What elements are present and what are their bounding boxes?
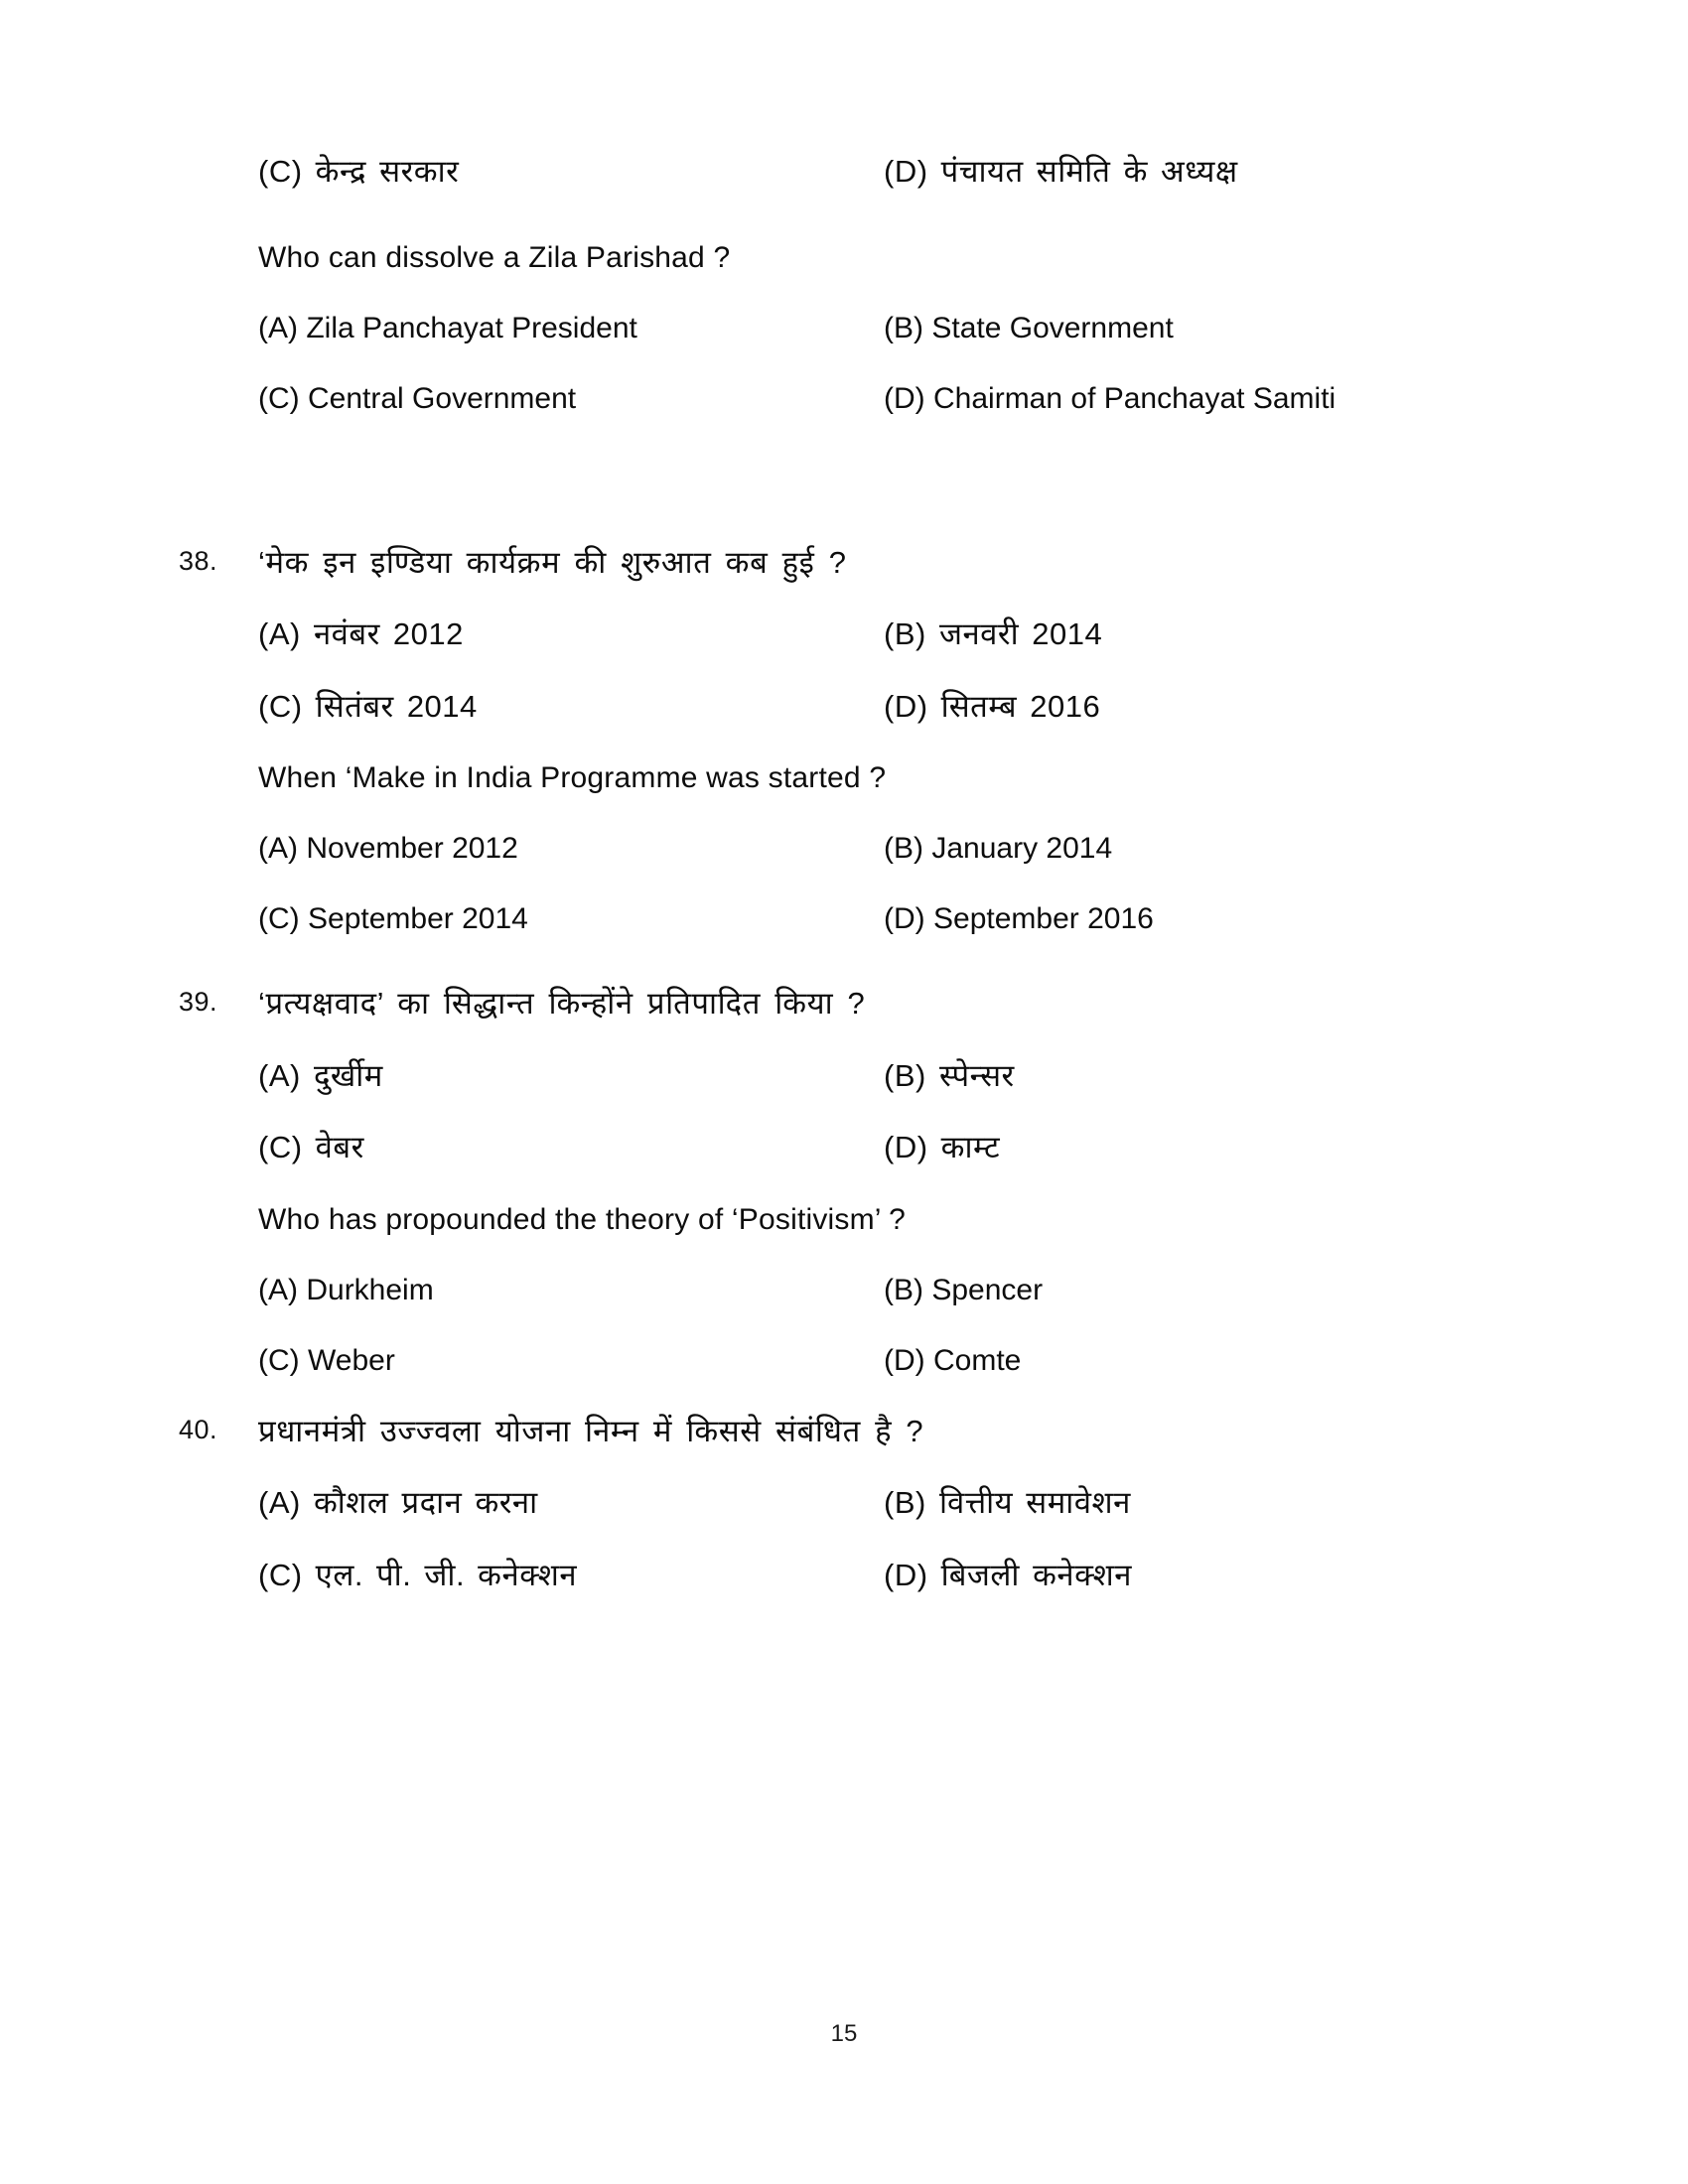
option-b[interactable] [884, 612, 1509, 658]
question-number: 39. [179, 987, 218, 1017]
spacer [179, 196, 1509, 235]
option-label: (B) [884, 616, 926, 651]
hindi-options-second-row [179, 684, 1509, 731]
question-block-continued [179, 149, 1509, 421]
option-text: काम्ट [940, 1130, 1001, 1164]
option-text: Comte [933, 1343, 1022, 1377]
option-d[interactable] [884, 1553, 1509, 1599]
option-a[interactable] [258, 612, 884, 658]
option-text: Central Government [308, 381, 577, 415]
option-text: केन्द्र सरकार [315, 154, 460, 189]
option-b[interactable] [884, 306, 1509, 350]
spacer [179, 1171, 1509, 1197]
option-text: एल. पी. जी. कनेक्शन [315, 1557, 578, 1592]
spacer [179, 280, 1509, 306]
option-d[interactable] [884, 896, 1509, 941]
hindi-options-tail [179, 149, 1509, 196]
option-text: सितम्ब 2016 [940, 688, 1101, 724]
option-a[interactable] [258, 306, 884, 350]
spacer [179, 1383, 1509, 1409]
option-c[interactable] [258, 376, 884, 421]
english-question-text: When ‘Make in India Programme was started ? [258, 761, 887, 794]
option-text: November 2012 [306, 832, 518, 865]
option-b[interactable] [884, 1053, 1509, 1100]
option-b[interactable] [884, 1480, 1509, 1527]
english-question-text: Who has propounded the theory of ‘Positivism’ ? [258, 1202, 906, 1236]
spacer [179, 871, 1509, 896]
spacer [179, 1242, 1509, 1268]
option-text: बिजली कनेक्शन [940, 1557, 1132, 1592]
option-label: (B) [884, 832, 923, 865]
option-label: (D) [884, 1343, 925, 1377]
option-a[interactable] [258, 826, 884, 871]
option-label: (D) [884, 154, 928, 189]
option-text: State Government [931, 311, 1174, 344]
spacer [179, 421, 1509, 540]
option-label: (C) [258, 1130, 303, 1164]
english-options-second-row [179, 376, 1509, 421]
option-label: (A) [258, 1057, 301, 1093]
hindi-question-row [179, 1409, 1509, 1455]
hindi-options-second-row [179, 1553, 1509, 1599]
option-label: (B) [884, 1485, 926, 1520]
option-c[interactable] [258, 1338, 884, 1383]
option-d[interactable] [884, 1125, 1509, 1171]
option-text: वित्तीय समावेशन [938, 1485, 1131, 1520]
option-text: पंचायत समिति के अध्यक्ष [940, 154, 1238, 189]
option-label: (C) [258, 381, 300, 415]
hindi-question-row [179, 540, 1509, 587]
option-text: Chairman of Panchayat Samiti [933, 381, 1336, 415]
option-text: वेबर [315, 1130, 364, 1164]
spacer [179, 658, 1509, 684]
option-label: (A) [258, 832, 298, 865]
option-label: (C) [258, 688, 303, 724]
question-number: 40. [179, 1414, 218, 1444]
spacer [179, 1099, 1509, 1125]
option-label: (A) [258, 311, 298, 344]
option-label: (A) [258, 1273, 298, 1306]
option-text: September 2016 [933, 902, 1154, 935]
option-text: Spencer [931, 1273, 1044, 1306]
option-label: (A) [258, 616, 301, 651]
question-block-38 [179, 540, 1509, 942]
option-text: Zila Panchayat President [306, 311, 637, 344]
option-text: स्पेन्सर [938, 1057, 1015, 1093]
english-options-second-row [179, 896, 1509, 941]
spacer [179, 800, 1509, 826]
english-question-row [179, 755, 1509, 800]
option-d[interactable] [884, 684, 1509, 731]
hindi-question-text: प्रधानमंत्री उज्ज्वला योजना निम्न में किससे संबंधित है ? [258, 1413, 924, 1448]
page-number: 15 [830, 2020, 858, 2047]
option-c[interactable] [258, 896, 884, 941]
option-a[interactable] [258, 1268, 884, 1312]
option-text: Durkheim [306, 1273, 434, 1306]
option-label: (D) [884, 1557, 928, 1592]
option-d[interactable] [884, 376, 1509, 421]
spacer [179, 1027, 1509, 1053]
option-b[interactable] [884, 826, 1509, 871]
spacer [179, 586, 1509, 612]
question-block-39 [179, 981, 1509, 1383]
hindi-question-row [179, 981, 1509, 1027]
hindi-question-text: ‘मेक इन इण्डिया कार्यक्रम की शुरुआत कब हुई ? [258, 544, 847, 580]
english-options [179, 306, 1509, 350]
spacer [179, 1454, 1509, 1480]
option-label: (C) [258, 1557, 303, 1592]
option-text: Weber [308, 1343, 395, 1377]
hindi-question-text: ‘प्रत्यक्षवाद’ का सिद्धान्त किन्होंने प्रतिपादित किया ? [258, 986, 866, 1021]
english-question-row [179, 235, 1509, 280]
hindi-options-second-row [179, 1125, 1509, 1171]
option-d[interactable] [884, 149, 1509, 196]
option-a[interactable] [258, 1053, 884, 1100]
option-c[interactable] [258, 149, 884, 196]
option-label: (D) [884, 688, 928, 724]
english-options-second-row [179, 1338, 1509, 1383]
option-c[interactable] [258, 684, 884, 731]
option-text: जनवरी 2014 [938, 616, 1103, 651]
hindi-options [179, 1480, 1509, 1527]
option-label: (C) [258, 902, 300, 935]
option-text: September 2014 [308, 902, 528, 935]
question-block-40 [179, 1409, 1509, 1599]
option-a[interactable] [258, 1480, 884, 1527]
option-c[interactable] [258, 1125, 884, 1171]
option-label: (D) [884, 1130, 928, 1164]
hindi-options [179, 612, 1509, 658]
option-label: (D) [884, 381, 925, 415]
option-label: (C) [258, 1343, 300, 1377]
option-label: (B) [884, 311, 923, 344]
english-options [179, 1268, 1509, 1312]
spacer [179, 350, 1509, 376]
option-label: (A) [258, 1485, 301, 1520]
english-question-row [179, 1197, 1509, 1242]
option-label: (D) [884, 902, 925, 935]
spacer [179, 1312, 1509, 1338]
option-d[interactable] [884, 1338, 1509, 1383]
english-options [179, 826, 1509, 871]
option-text: कौशल प्रदान करना [313, 1485, 538, 1520]
question-number: 38. [179, 545, 218, 576]
hindi-options [179, 1053, 1509, 1100]
spacer [179, 1527, 1509, 1553]
option-c[interactable] [258, 1553, 884, 1599]
option-text: सितंबर 2014 [315, 688, 478, 724]
option-text: January 2014 [931, 832, 1113, 865]
spacer [179, 941, 1509, 981]
spacer [179, 730, 1509, 755]
english-question-text: Who can dissolve a Zila Parishad ? [258, 240, 731, 274]
option-b[interactable] [884, 1268, 1509, 1312]
option-label: (B) [884, 1273, 923, 1306]
option-label: (C) [258, 154, 303, 189]
option-text: दुर्खीम [313, 1057, 383, 1093]
option-label: (B) [884, 1057, 926, 1093]
option-text: नवंबर 2012 [313, 616, 464, 651]
